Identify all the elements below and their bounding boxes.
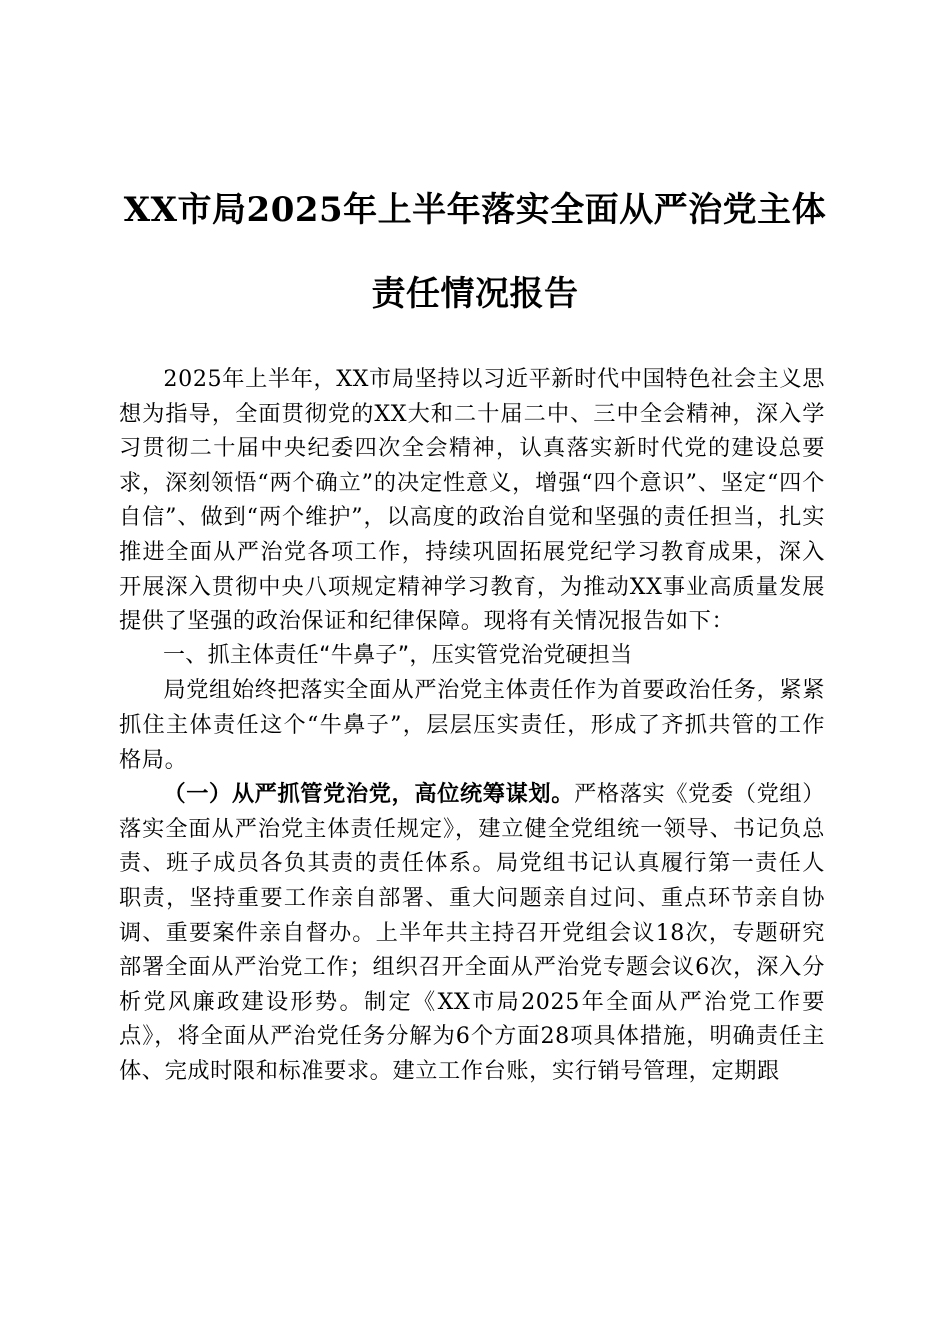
document-title <box>100 168 850 336</box>
document-body <box>119 362 825 1088</box>
section-1-paragraph: 局党组始终把落实全面从严治党主体责任作为首要政治任务，紧紧抓住主体责任这个“牛鼻子”，层层压实责任，形成了齐抓共管的工作格局。 <box>119 677 825 773</box>
subsection-1-paragraph <box>119 777 825 1088</box>
title-line-1: XX市局2025年上半年落实全面从严治党主体 <box>123 190 827 230</box>
title-line-2: 责任情况报告 <box>371 274 579 314</box>
section-1-heading: 一、抓主体责任“牛鼻子”，压实管党治党硬担当 <box>163 642 633 668</box>
intro-paragraph: 2025年上半年，XX市局坚持以习近平新时代中国特色社会主义思想为指导，全面贯彻党的XX大和二十届二中、三中全会精神，深入学习贯彻二十届中央纪委四次全会精神，认真落实新时代党的建设总要求，深刻领悟“两个确立”的决定性意义，增强“四个意识”、坚定“四个自信”、做到“两个维护”，以高度的政治自觉和坚强的责任担当，扎实推进全面从严治党各项工作，持续巩固拓展党纪学习教育成果，深入开展深入贯彻中央八项规定精神学习教育，为推动XX事业高质量发展提供了坚强的政治保证和纪律保障。现将有关情况报告如下： <box>119 366 825 635</box>
subsection-1-lead: （一）从严抓管党治党，高位统筹谋划。 <box>163 781 575 808</box>
subsection-1-text: 严格落实《党委（党组）落实全面从严治党主体责任规定》，建立健全党组统一领导、书记负总责、班子成员各负其责的责任体系。局党组书记认真履行第一责任人职责，坚持重要工作亲自部署、重大问题亲自过问、重点环节亲自协调、重要案件亲自督办。上半年共主持召开党组会议18次，专题研究部署全面从严治党工作；组织召开全面从严治党专题会议6次，深入分析党风廉政建设形势。制定《XX市局2025年全面从严治党工作要点》，将全面从严治党任务分解为6个方面28项具体措施，明确责任主体、完成时限和标准要求。建立工作台账，实行销号管理，定期跟 <box>119 781 825 1084</box>
